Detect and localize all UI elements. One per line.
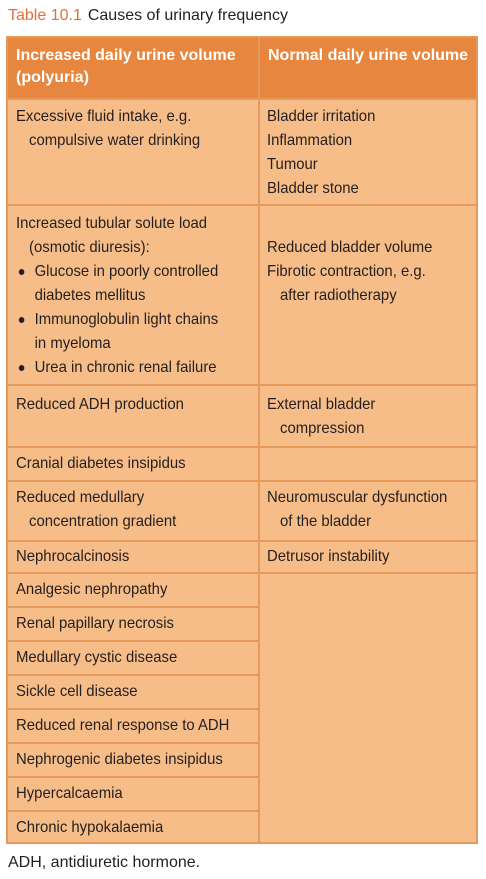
cell-line: Medullary cystic disease xyxy=(16,649,178,666)
table-cell xyxy=(16,578,167,602)
cell-line: compression xyxy=(280,420,365,437)
row-divider xyxy=(8,742,258,744)
table-cell xyxy=(16,748,223,772)
cell-line: Analgesic nephropathy xyxy=(16,581,168,598)
cell-line: after radiotherapy xyxy=(280,287,397,304)
cell-line: in myeloma xyxy=(34,335,111,352)
cell-line: Reduced ADH production xyxy=(16,396,184,413)
column-divider xyxy=(258,38,260,844)
cell-line: Nephrogenic diabetes insipidus xyxy=(16,751,223,768)
table-cell xyxy=(16,816,163,840)
table-title: Causes of urinary frequency xyxy=(87,7,288,24)
bullet-item: Glucose in poorly controlled xyxy=(16,260,218,284)
table-cell xyxy=(16,452,186,476)
header-polyuria xyxy=(8,38,258,98)
header-line: Normal daily urine volume xyxy=(268,47,469,64)
cell-line: External bladder xyxy=(267,396,376,413)
table-cell xyxy=(16,714,229,738)
table-cell xyxy=(16,545,129,569)
cell-line: compulsive water drinking xyxy=(29,132,201,149)
table-cell xyxy=(16,612,174,636)
table-cell xyxy=(267,236,432,308)
row-divider xyxy=(8,540,476,542)
cell-line: Tumour xyxy=(267,156,318,173)
table-number: Table 10.1 xyxy=(8,7,82,24)
table-cell xyxy=(16,486,176,534)
table-cell xyxy=(267,393,375,441)
cell-line: Fibrotic contraction, e.g. xyxy=(267,263,426,280)
header-normal-volume xyxy=(260,38,476,98)
table-cell xyxy=(16,212,218,380)
table-cell xyxy=(267,105,375,201)
row-divider xyxy=(8,446,476,448)
row-divider xyxy=(8,204,476,206)
row-divider xyxy=(8,640,258,642)
row-divider xyxy=(8,674,258,676)
cell-line: Reduced medullary xyxy=(16,489,145,506)
cell-line: Neuromuscular dysfunction xyxy=(267,489,448,506)
table-cell xyxy=(16,105,200,153)
bullet-item: Urea in chronic renal failure xyxy=(16,356,218,380)
table-cell xyxy=(267,545,389,569)
row-divider xyxy=(8,708,258,710)
cell-line: (osmotic diuresis): xyxy=(29,239,150,256)
cell-line: Renal papillary necrosis xyxy=(16,615,174,632)
cell-line: Chronic hypokalaemia xyxy=(16,819,164,836)
cell-line: Detrusor instability xyxy=(267,548,390,565)
causes-table xyxy=(6,36,478,844)
cell-line: concentration gradient xyxy=(29,513,177,530)
cell-line: Bladder stone xyxy=(267,180,359,197)
cell-line: Inflammation xyxy=(267,132,353,149)
cell-line: Excessive fluid intake, e.g. xyxy=(16,108,192,125)
header-line: (polyuria) xyxy=(16,69,89,86)
table-cell xyxy=(16,680,138,704)
cell-line: Cranial diabetes insipidus xyxy=(16,455,186,472)
table-cell xyxy=(16,782,123,806)
row-divider xyxy=(8,606,258,608)
bullet-item: Immunoglobulin light chains xyxy=(16,308,218,332)
table-footnote: ADH, antidiuretic hormone. xyxy=(8,854,201,871)
row-divider xyxy=(8,480,476,482)
cell-line: Increased tubular solute load xyxy=(16,215,208,232)
cell-line: diabetes mellitus xyxy=(34,287,146,304)
row-divider xyxy=(8,810,258,812)
cell-line: Bladder irritation xyxy=(267,108,376,125)
cell-line: Nephrocalcinosis xyxy=(16,548,130,565)
table-caption xyxy=(8,4,288,28)
table-cell xyxy=(267,486,447,534)
cell-line: of the bladder xyxy=(280,513,372,530)
header-line: Increased daily urine volume xyxy=(16,47,236,64)
row-divider xyxy=(8,572,476,574)
cell-line: Hypercalcaemia xyxy=(16,785,123,802)
table-cell xyxy=(16,646,177,670)
row-divider xyxy=(8,776,258,778)
row-divider xyxy=(8,384,476,386)
table-cell xyxy=(16,393,184,417)
row-divider xyxy=(8,98,476,100)
cell-line: Reduced bladder volume xyxy=(267,239,433,256)
cell-line: Reduced renal response to ADH xyxy=(16,717,230,734)
cell-line: Sickle cell disease xyxy=(16,683,138,700)
